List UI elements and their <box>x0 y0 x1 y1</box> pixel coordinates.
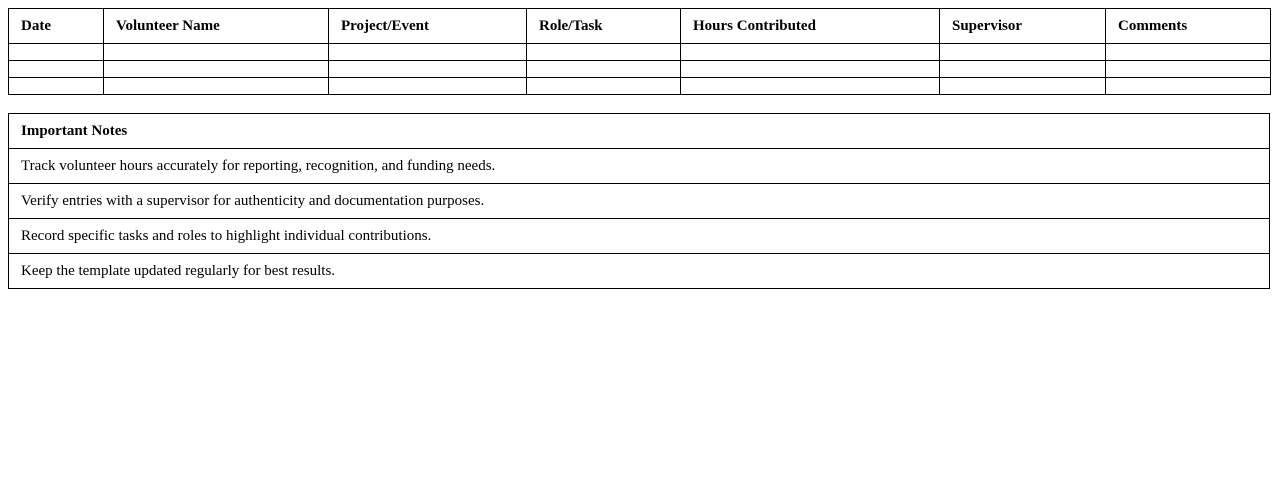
column-header-date: Date <box>9 9 104 44</box>
table-cell[interactable] <box>527 44 681 61</box>
table-cell[interactable] <box>9 78 104 95</box>
column-header-role-task: Role/Task <box>527 9 681 44</box>
column-header-volunteer-name: Volunteer Name <box>104 9 329 44</box>
important-notes-table <box>8 113 1270 289</box>
column-header-comments: Comments <box>1106 9 1271 44</box>
volunteer-hours-table <box>8 8 1271 95</box>
table-row <box>9 44 1271 61</box>
column-header-project-event: Project/Event <box>329 9 527 44</box>
table-cell[interactable] <box>681 44 940 61</box>
note-text: Track volunteer hours accurately for reporting, recognition, and funding needs. <box>9 149 1270 184</box>
table-cell[interactable] <box>1106 44 1271 61</box>
table-cell[interactable] <box>527 61 681 78</box>
table-row <box>9 78 1271 95</box>
column-header-supervisor: Supervisor <box>940 9 1106 44</box>
table-row <box>9 61 1271 78</box>
table-cell[interactable] <box>104 78 329 95</box>
table-cell[interactable] <box>329 78 527 95</box>
notes-title: Important Notes <box>9 114 1270 149</box>
table-cell[interactable] <box>1106 61 1271 78</box>
table-cell[interactable] <box>527 78 681 95</box>
table-cell[interactable] <box>329 61 527 78</box>
table-cell[interactable] <box>940 61 1106 78</box>
table-cell[interactable] <box>681 78 940 95</box>
table-cell[interactable] <box>940 44 1106 61</box>
table-cell[interactable] <box>681 61 940 78</box>
table-cell[interactable] <box>9 44 104 61</box>
list-item <box>9 254 1270 289</box>
note-text: Record specific tasks and roles to highlight individual contributions. <box>9 219 1270 254</box>
note-text: Keep the template updated regularly for best results. <box>9 254 1270 289</box>
table-cell[interactable] <box>104 44 329 61</box>
list-item <box>9 149 1270 184</box>
table-cell[interactable] <box>1106 78 1271 95</box>
table-cell[interactable] <box>940 78 1106 95</box>
notes-header-row <box>9 114 1270 149</box>
list-item <box>9 184 1270 219</box>
table-header-row <box>9 9 1271 44</box>
table-cell[interactable] <box>329 44 527 61</box>
note-text: Verify entries with a supervisor for authenticity and documentation purposes. <box>9 184 1270 219</box>
column-header-hours-contributed: Hours Contributed <box>681 9 940 44</box>
table-cell[interactable] <box>104 61 329 78</box>
table-cell[interactable] <box>9 61 104 78</box>
list-item <box>9 219 1270 254</box>
